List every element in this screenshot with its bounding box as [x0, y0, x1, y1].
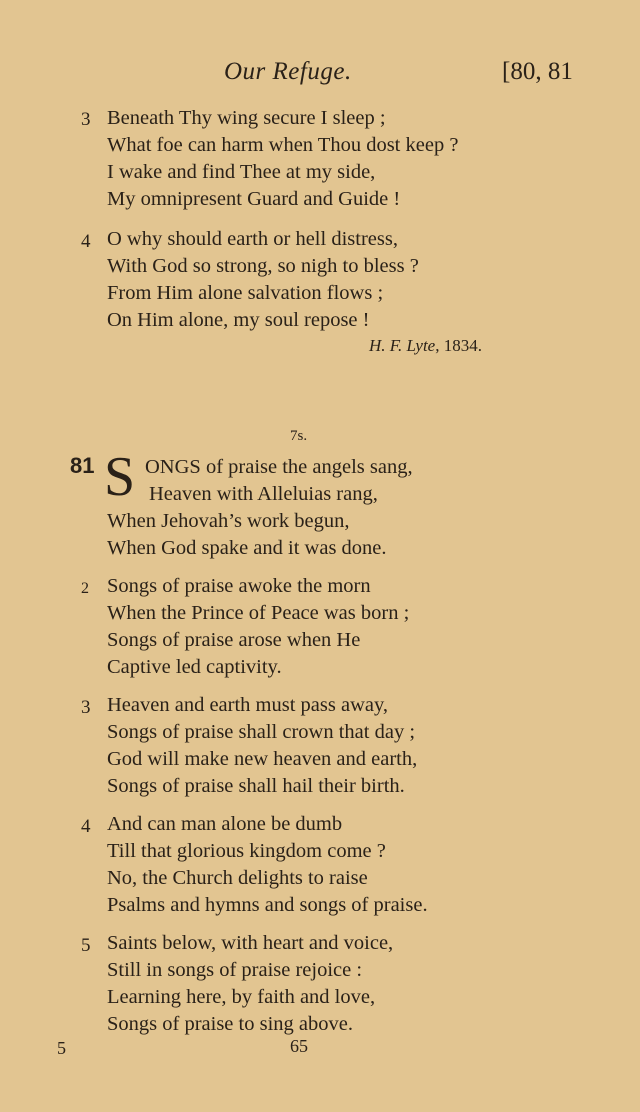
stanza-number: 3 [81, 697, 91, 718]
stanza-number: 4 [81, 231, 91, 252]
verse-line: What foe can harm when Thou dost keep ? [107, 134, 459, 156]
running-title: Our Refuge. [224, 58, 352, 85]
verse-line: Heaven with Alleluias rang, [149, 483, 378, 505]
verse-line: Till that glorious kingdom come ? [107, 840, 386, 862]
verse-line: And can man alone be dumb [107, 813, 343, 835]
attribution [369, 336, 482, 356]
verse-line: Songs of praise arose when He [107, 629, 361, 651]
verse-line: ONGS of praise the angels sang, [145, 456, 413, 478]
hymn-number: 81 [70, 453, 95, 478]
verse-line: I wake and find Thee at my side, [107, 161, 376, 183]
meter-label: 7s. [290, 428, 308, 444]
verse-line: Songs of praise to sing above. [107, 1013, 353, 1035]
verse-line: O why should earth or hell distress, [107, 228, 398, 250]
verse-line: Still in songs of praise rejoice : [107, 959, 363, 981]
stanza-number: 3 [81, 109, 91, 130]
verse-line: Psalms and hymns and songs of praise. [107, 894, 428, 916]
verse-line: From Him alone salvation flows ; [107, 282, 384, 304]
drop-cap: S [104, 446, 136, 508]
page-number: 65 [290, 1036, 308, 1056]
verse-line: On Him alone, my soul repose ! [107, 309, 370, 331]
verse-line: God will make new heaven and earth, [107, 748, 418, 770]
verse-line: Captive led captivity. [107, 656, 282, 678]
verse-line: When God spake and it was done. [107, 537, 387, 559]
verse-line: Learning here, by faith and love, [107, 986, 376, 1008]
verse-line: Beneath Thy wing secure I sleep ; [107, 107, 386, 129]
verse-line: When the Prince of Peace was born ; [107, 602, 410, 624]
verse-line: Saints below, with heart and voice, [107, 932, 394, 954]
author-year: , 1834. [435, 336, 482, 355]
verse-line: Songs of praise shall crown that day ; [107, 721, 416, 743]
stanza-number: 2 [81, 580, 89, 597]
stanza-number: 5 [81, 935, 91, 956]
verse-line: When Jehovah’s work begun, [107, 510, 350, 532]
verse-line: Songs of praise awoke the morn [107, 575, 371, 597]
stanza-number: 4 [81, 816, 91, 837]
hymn-range: [80, 81 [502, 58, 573, 85]
author-name: H. F. Lyte [369, 336, 436, 355]
verse-line: No, the Church delights to raise [107, 867, 368, 889]
signature-mark: 5 [57, 1038, 66, 1058]
verse-line: Heaven and earth must pass away, [107, 694, 389, 716]
verse-line: My omnipresent Guard and Guide ! [107, 188, 401, 210]
verse-line: Songs of praise shall hail their birth. [107, 775, 405, 797]
verse-line: With God so strong, so nigh to bless ? [107, 255, 419, 277]
